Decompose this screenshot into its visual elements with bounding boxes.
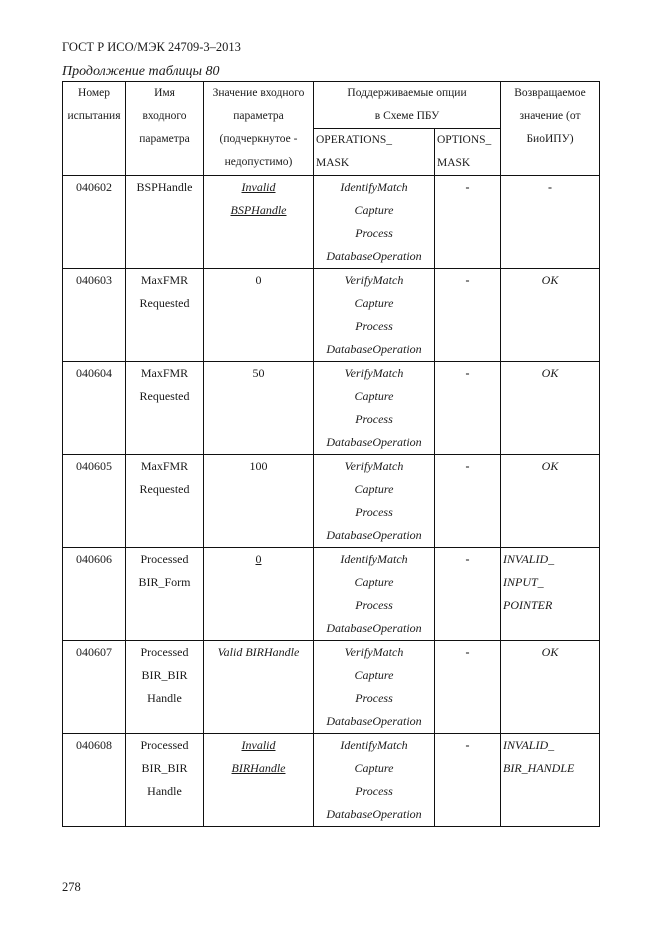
- table-row: [63, 176, 600, 269]
- header-test-number: Номер испытания: [63, 82, 126, 176]
- header-param-value: Значение входного параметра (подчеркнутое - недопустимо): [204, 82, 314, 176]
- cell-param-name: MaxFMR Requested: [126, 455, 204, 548]
- table-row: [63, 362, 600, 455]
- cell-param-value: 0: [204, 269, 314, 362]
- cell-param-value: Invalid BIRHandle: [204, 734, 314, 827]
- cell-param-name: BSPHandle: [126, 176, 204, 269]
- cell-operations-mask: VerifyMatch Capture Process DatabaseOperation: [314, 362, 435, 455]
- cell-test-number: 040604: [63, 362, 126, 455]
- cell-test-number: 040607: [63, 641, 126, 734]
- test-table: [62, 81, 600, 827]
- cell-options-mask: -: [435, 176, 501, 269]
- header-operations-mask: OPERATIONS_ MASK: [314, 129, 435, 176]
- table-row: [63, 548, 600, 641]
- cell-options-mask: -: [435, 455, 501, 548]
- cell-param-name: Processed BIR_Form: [126, 548, 204, 641]
- cell-test-number: 040606: [63, 548, 126, 641]
- header-options-mask: OPTIONS_ MASK: [435, 129, 501, 176]
- cell-options-mask: -: [435, 734, 501, 827]
- cell-return-value: INVALID_ BIR_HANDLE: [501, 734, 600, 827]
- cell-options-mask: -: [435, 269, 501, 362]
- cell-operations-mask: VerifyMatch Capture Process DatabaseOperation: [314, 641, 435, 734]
- cell-test-number: 040602: [63, 176, 126, 269]
- cell-options-mask: -: [435, 641, 501, 734]
- table-row: [63, 641, 600, 734]
- cell-operations-mask: VerifyMatch Capture Process DatabaseOperation: [314, 455, 435, 548]
- cell-param-name: MaxFMR Requested: [126, 269, 204, 362]
- cell-test-number: 040603: [63, 269, 126, 362]
- cell-test-number: 040608: [63, 734, 126, 827]
- cell-options-mask: -: [435, 548, 501, 641]
- header-return-value: Возвращаемое значение (от БиоИПУ): [501, 82, 600, 176]
- cell-param-name: MaxFMR Requested: [126, 362, 204, 455]
- cell-param-value: Valid BIRHandle: [204, 641, 314, 734]
- cell-return-value: -: [501, 176, 600, 269]
- table-row: [63, 734, 600, 827]
- cell-operations-mask: IdentifyMatch Capture Process DatabaseOperation: [314, 734, 435, 827]
- cell-return-value: OK: [501, 269, 600, 362]
- cell-param-name: Processed BIR_BIR Handle: [126, 734, 204, 827]
- cell-param-value: 50: [204, 362, 314, 455]
- table-caption: Продолжение таблицы 80: [62, 64, 220, 79]
- cell-param-value: 100: [204, 455, 314, 548]
- cell-return-value: OK: [501, 641, 600, 734]
- header-param-name: Имя входного параметра: [126, 82, 204, 176]
- cell-param-value: Invalid BSPHandle: [204, 176, 314, 269]
- cell-operations-mask: VerifyMatch Capture Process DatabaseOperation: [314, 269, 435, 362]
- table-row: [63, 455, 600, 548]
- page-number: 278: [62, 880, 81, 894]
- cell-param-value: 0: [204, 548, 314, 641]
- cell-test-number: 040605: [63, 455, 126, 548]
- document-header: ГОСТ Р ИСО/МЭК 24709-3–2013: [62, 40, 241, 54]
- cell-return-value: OK: [501, 362, 600, 455]
- cell-param-name: Processed BIR_BIR Handle: [126, 641, 204, 734]
- header-supported-options: Поддерживаемые опции в Схеме ПБУ: [314, 82, 501, 129]
- table-row: [63, 269, 600, 362]
- cell-operations-mask: IdentifyMatch Capture Process DatabaseOperation: [314, 548, 435, 641]
- cell-operations-mask: IdentifyMatch Capture Process DatabaseOperation: [314, 176, 435, 269]
- cell-options-mask: -: [435, 362, 501, 455]
- cell-return-value: INVALID_ INPUT_ POINTER: [501, 548, 600, 641]
- cell-return-value: OK: [501, 455, 600, 548]
